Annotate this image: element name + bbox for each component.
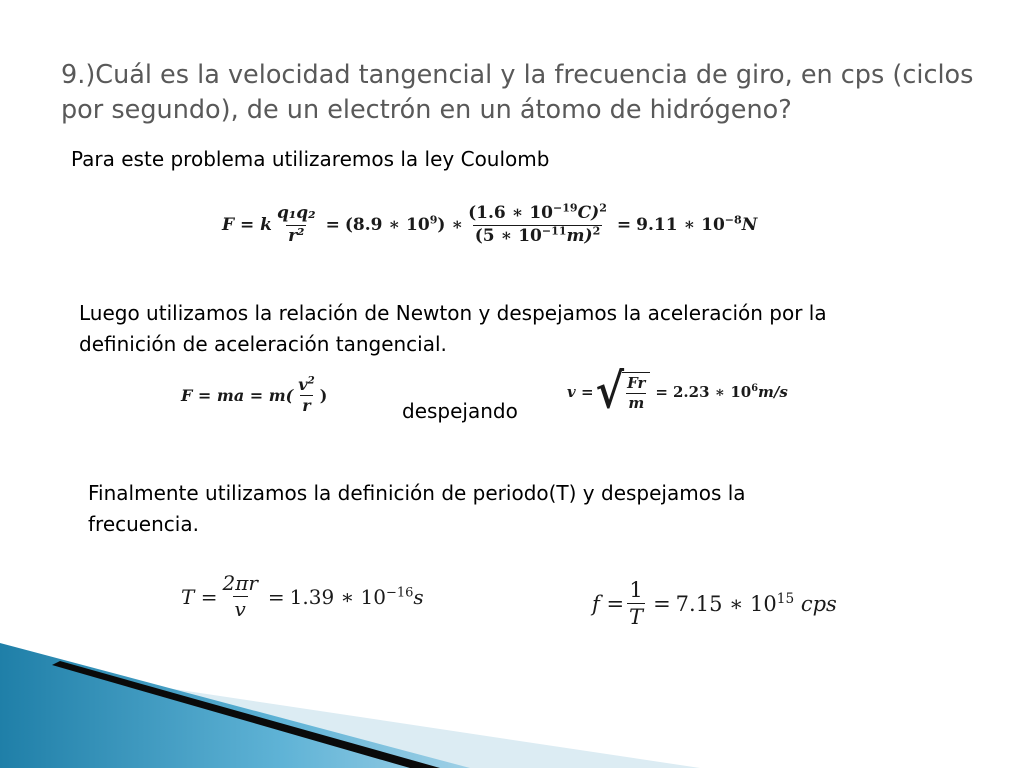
velocity-lhs: v = [567, 382, 594, 401]
coulomb-result: 9.11 ∗ $10^{-8}N$ [636, 213, 758, 236]
frequency-numerator: 1 [629, 578, 643, 602]
despejando-label: despejando [402, 399, 518, 423]
coulomb-charge-denominator: r² [288, 225, 305, 246]
period-equation [181, 572, 424, 621]
frequency-equation [592, 578, 837, 629]
coulomb-value-denominator: (5 ∗ $10^{-11}m)^2$ [474, 223, 601, 246]
velocity-fraction [625, 375, 647, 413]
coulomb-value-fraction [466, 201, 609, 246]
newton-fraction [296, 376, 317, 416]
period-denominator: v [234, 597, 246, 621]
intro-text: Para este problema utilizaremos la ley Coulomb [71, 147, 550, 171]
period-lhs: T = [181, 584, 218, 609]
newton-numerator: $v^2$ [298, 374, 315, 394]
newton-denominator: r [302, 396, 311, 416]
coulomb-charge-fraction [275, 204, 318, 246]
equals-sign: = [325, 215, 340, 236]
frequency-lhs: f = [592, 591, 625, 616]
equals-sign: = [655, 382, 668, 401]
period-text: Finalmente utilizamos la definición de periodo(T) y despejamos la frecuencia. [88, 481, 746, 536]
coulomb-value-numerator: (1.6 ∗ $10^{-19}C)^2$ [468, 201, 607, 223]
equals-sign: = [653, 591, 671, 616]
newton-text: Luego utilizamos la relación de Newton y despejamos la aceleración por la definición de aceleración tangencial. [79, 301, 827, 356]
velocity-equation [567, 363, 788, 420]
velocity-numerator: Fr [627, 373, 646, 392]
period-result: 1.39 ∗ $10^{-16}s$ [289, 584, 424, 609]
equals-sign: = [267, 584, 285, 609]
period-fraction [220, 572, 259, 621]
coulomb-equation [222, 201, 758, 246]
frequency-denominator: T [629, 605, 644, 630]
velocity-denominator: m [628, 393, 645, 412]
frequency-fraction [627, 578, 645, 629]
decor-blue-band [0, 643, 470, 768]
coulomb-lhs: F = k [222, 215, 272, 236]
square-root [595, 363, 651, 420]
coulomb-constant: (8.9 ∗ $10^9$) ∗ [344, 213, 464, 236]
frequency-result: 7.15 ∗ $10^{15}$ cps [675, 590, 837, 616]
newton-close-paren: ) [319, 386, 328, 406]
newton-lhs: F = ma = m( [181, 386, 294, 406]
corner-decoration [0, 643, 700, 768]
newton-equation [181, 376, 327, 416]
equals-sign: = [616, 215, 632, 236]
velocity-result: 2.23 ∗ $10^6m/s$ [672, 382, 788, 401]
period-numerator: 2πr [222, 571, 258, 595]
slide-title: 9.)Cuál es la velocidad tangencial y la frecuencia de giro, en cps (ciclos por segundo), de un electrón en un átomo de hidrógeno? [61, 60, 974, 125]
coulomb-charge-numerator: q₁q₂ [276, 203, 316, 223]
radical-icon: √ [595, 363, 625, 420]
